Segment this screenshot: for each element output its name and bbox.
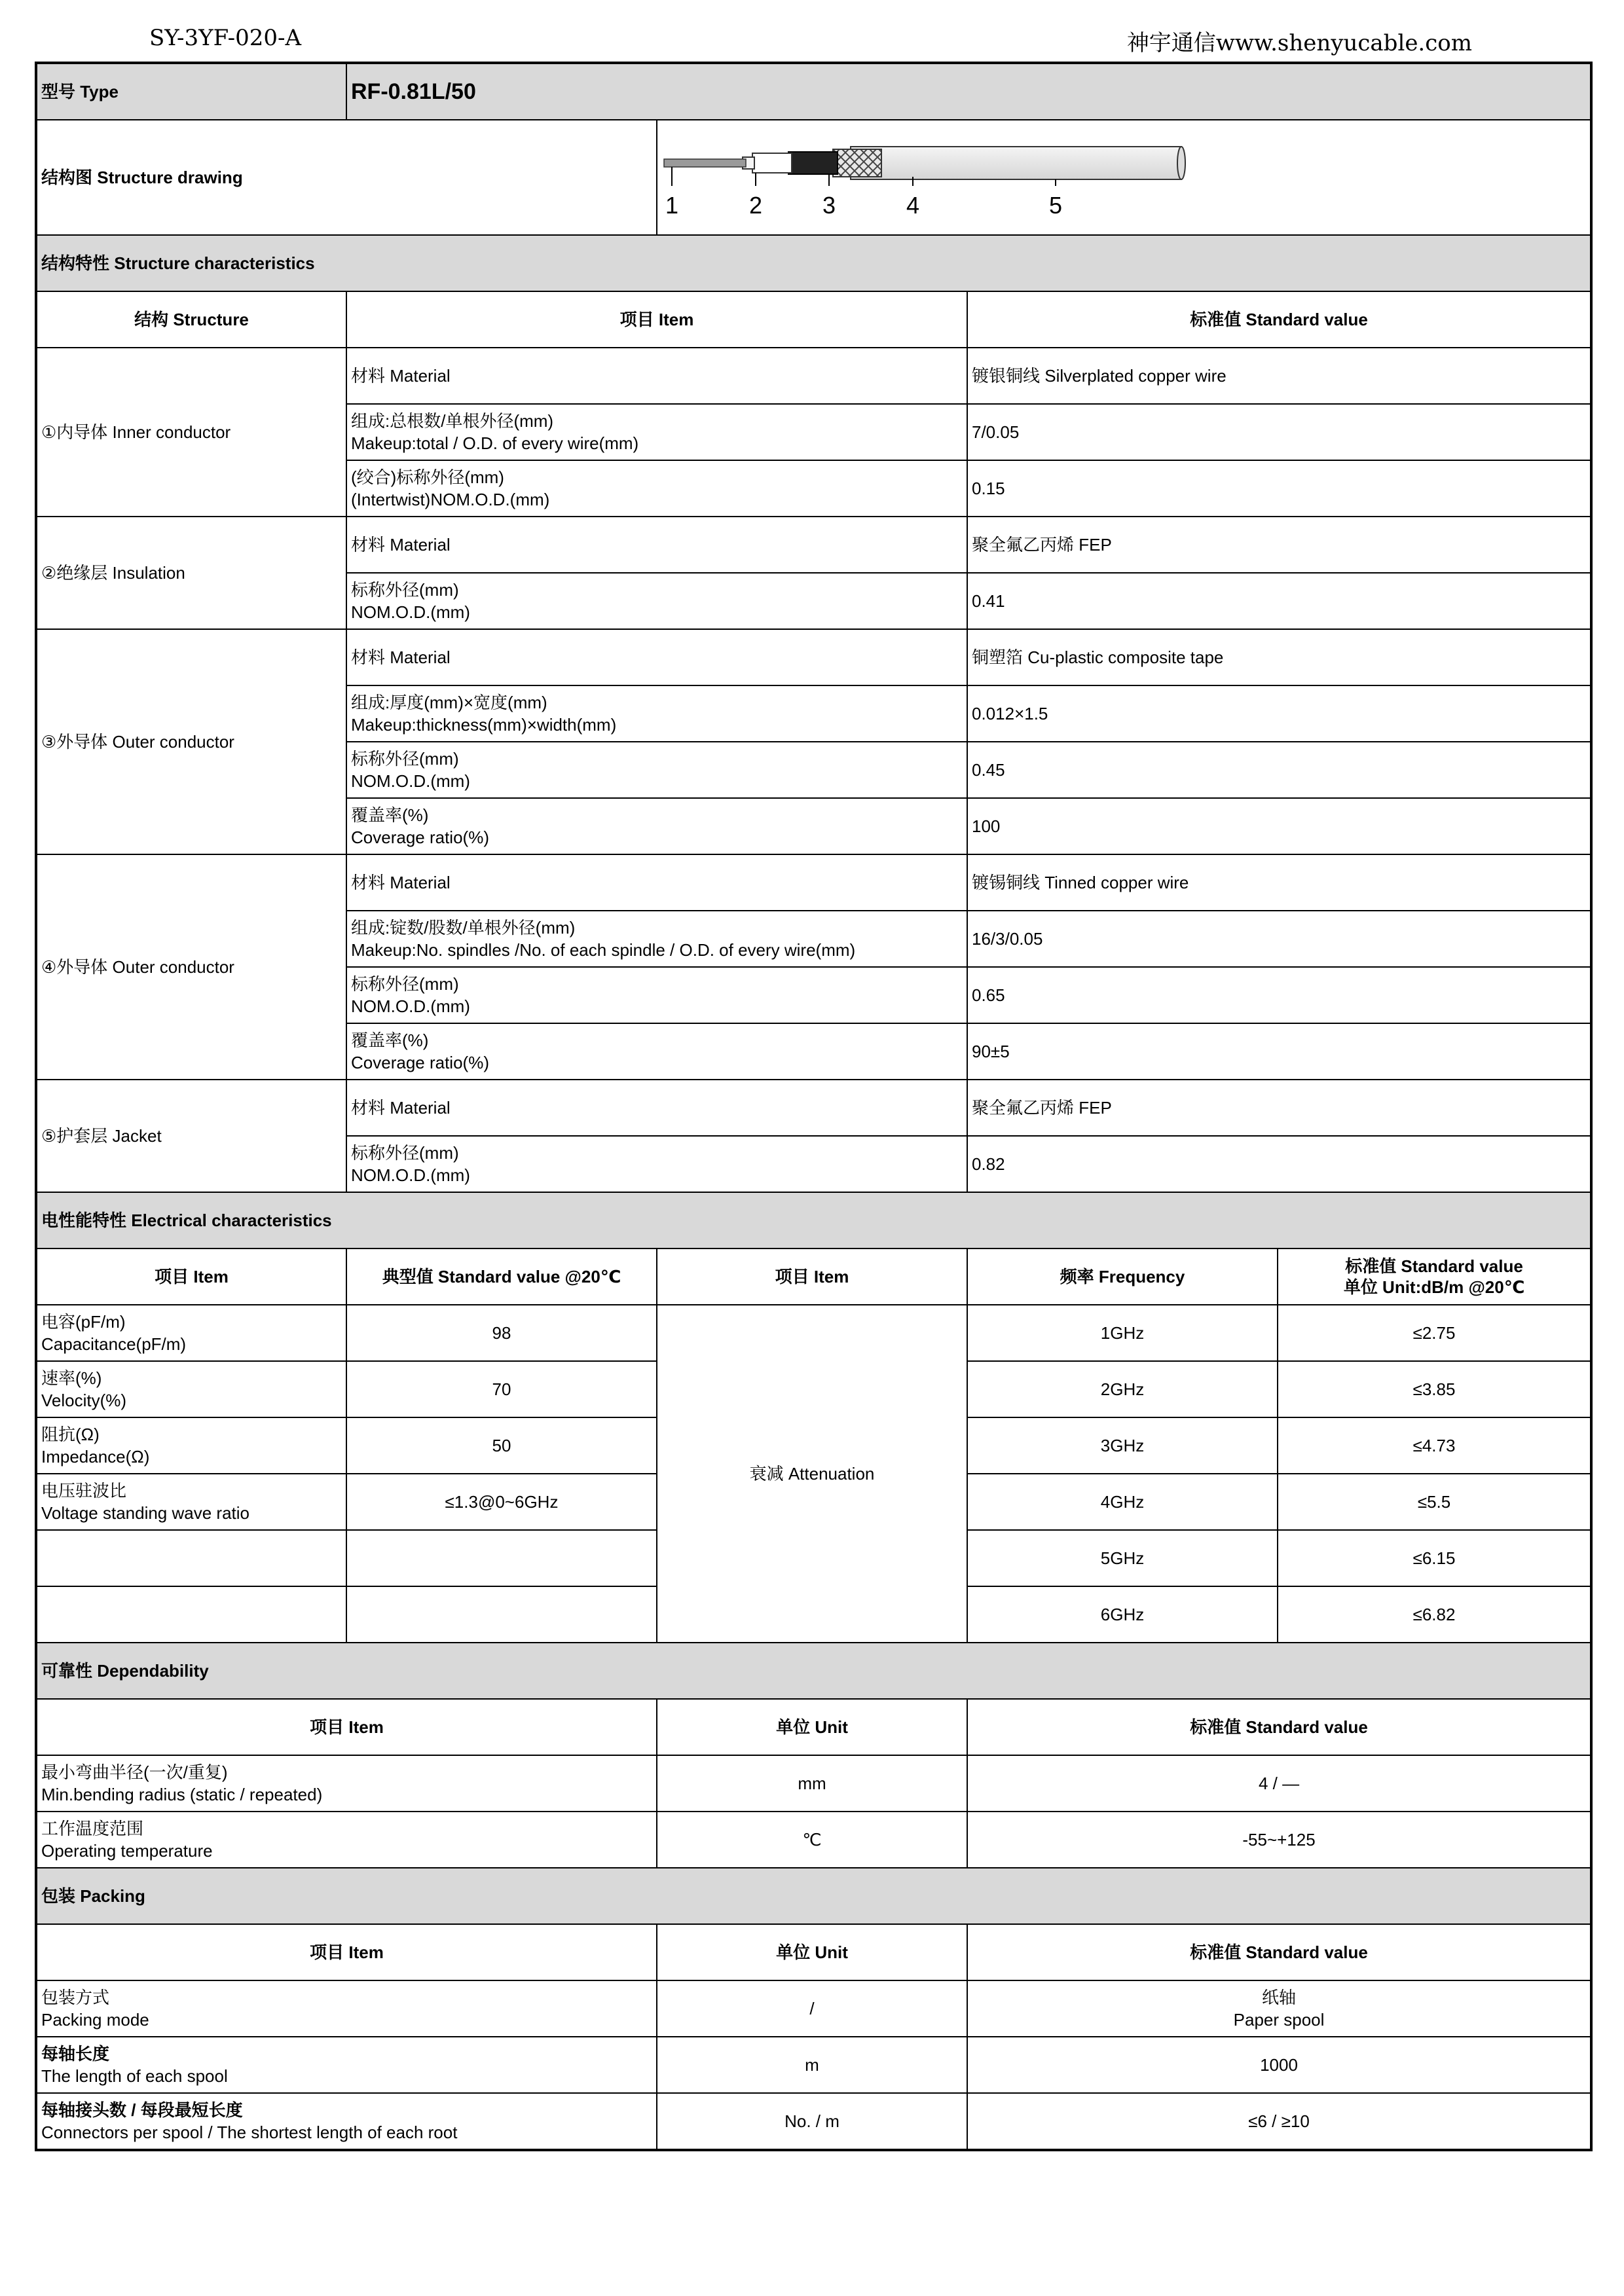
dependability-unit: ℃ [657, 1812, 967, 1868]
packing-value [967, 1980, 1591, 2037]
header-standard-value: 标准值 Standard value [967, 1699, 1591, 1755]
electrical-item [36, 1417, 346, 1474]
structure-value: 0.41 [967, 573, 1591, 629]
structure-item-line: 材料 Material [351, 535, 451, 555]
electrical-item [36, 1361, 346, 1417]
structure-row [36, 348, 1591, 404]
structure-value: 镀锡铜线 Tinned copper wire [967, 854, 1591, 911]
cable-layers [664, 147, 1185, 179]
electrical-item-line: 电压驻波比 [41, 1481, 127, 1501]
packing-section-heading: 包装 Packing [36, 1868, 1591, 1924]
structure-item-line: Makeup:thickness(mm)×width(mm) [351, 715, 617, 735]
structure-item-line: 标称外径(mm) [351, 580, 459, 600]
packing-value-line: ≤6 / ≥10 [1248, 2111, 1310, 2131]
structure-drawing-row [36, 120, 1591, 235]
structure-value: 聚全氟乙丙烯 FEP [967, 517, 1591, 573]
structure-item-line: NOM.O.D.(mm) [351, 996, 470, 1016]
packing-unit: No. / m [657, 2093, 967, 2150]
attenuation-value: ≤6.82 [1278, 1586, 1591, 1643]
structure-item [346, 629, 967, 685]
document-code: SY-3YF-020-A [149, 25, 302, 51]
structure-item [346, 798, 967, 854]
packing-value [967, 2037, 1591, 2093]
structure-item-line: Makeup:total / O.D. of every wire(mm) [351, 433, 639, 453]
dependability-row [36, 1812, 1591, 1868]
packing-item-line: 包装方式 [41, 1988, 110, 2007]
electrical-item-line: 阻抗(Ω) [41, 1425, 100, 1444]
packing-value [967, 2093, 1591, 2150]
structure-value: 镀银铜线 Silverplated copper wire [967, 348, 1591, 404]
structure-item-line: NOM.O.D.(mm) [351, 771, 470, 791]
structure-item [346, 573, 967, 629]
electrical-typical-value [346, 1530, 657, 1586]
header-item: 项目 Item [657, 1248, 967, 1305]
structure-value: 7/0.05 [967, 404, 1591, 460]
electrical-typical-value: 98 [346, 1305, 657, 1361]
packing-item-line: Connectors per spool / The shortest length of each root [41, 2123, 458, 2142]
structure-group-name: ②绝缘层 Insulation [36, 517, 346, 629]
cable-structure-drawing [657, 120, 1591, 234]
packing-item [36, 2093, 657, 2150]
type-value: RF-0.81L/50 [346, 63, 1591, 120]
structure-value: 0.012×1.5 [967, 685, 1591, 742]
header-item: 项目 Item [36, 1924, 657, 1980]
dependability-value: 4 / — [967, 1755, 1591, 1812]
header-item: 项目 Item [36, 1699, 657, 1755]
packing-unit: m [657, 2037, 967, 2093]
electrical-typical-value: 70 [346, 1361, 657, 1417]
structure-item [346, 967, 967, 1023]
structure-item-line: NOM.O.D.(mm) [351, 602, 470, 622]
structure-value: 0.65 [967, 967, 1591, 1023]
dependability-item-line: Operating temperature [41, 1841, 213, 1861]
packing-section-title [36, 1868, 1591, 1924]
attenuation-frequency: 3GHz [967, 1417, 1278, 1474]
structure-row [36, 854, 1591, 911]
braid-layer [833, 149, 881, 177]
header-typical-value: 典型值 Standard value @20℃ [346, 1248, 657, 1305]
structure-item-line: 材料 Material [351, 366, 451, 386]
dependability-unit: mm [657, 1755, 967, 1812]
company-website: 神宇通信www.shenyucable.com [1126, 30, 1472, 56]
header-structure: 结构 Structure [36, 291, 346, 348]
header-standard-value-unit [1278, 1248, 1591, 1305]
attenuation-label: 衰减 Attenuation [657, 1305, 967, 1643]
insulation-layer [752, 153, 792, 173]
packing-value-line: 1000 [1260, 2055, 1298, 2075]
foil-layer [788, 152, 838, 174]
structure-item-line: Coverage ratio(%) [351, 1053, 489, 1072]
structure-item [346, 1080, 967, 1136]
header-standard-value: 标准值 Standard value [967, 291, 1591, 348]
header-unit: 单位 Unit [657, 1699, 967, 1755]
dependability-item [36, 1755, 657, 1812]
structure-item [346, 517, 967, 573]
structure-item-line: (Intertwist)NOM.O.D.(mm) [351, 490, 550, 509]
electrical-item-line: 速率(%) [41, 1368, 102, 1388]
electrical-item [36, 1530, 346, 1586]
packing-item-line: The length of each spool [41, 2066, 228, 2086]
dependability-section-title [36, 1643, 1591, 1699]
electrical-item-line: 电容(pF/m) [41, 1312, 126, 1332]
jacket-layer [851, 147, 1181, 179]
dependability-item-line: Min.bending radius (static / repeated) [41, 1785, 323, 1804]
structure-value: 90±5 [967, 1023, 1591, 1080]
callout-number-1: 1 [665, 192, 679, 219]
packing-row [36, 2093, 1591, 2150]
structure-value: 100 [967, 798, 1591, 854]
dependability-item-line: 工作温度范围 [41, 1819, 144, 1838]
structure-item-line: 标称外径(mm) [351, 749, 459, 769]
type-label: 型号 Type [36, 63, 346, 120]
structure-item-line: 材料 Material [351, 1098, 451, 1118]
electrical-section-title [36, 1192, 1591, 1248]
electrical-item [36, 1305, 346, 1361]
structure-item-line: Coverage ratio(%) [351, 828, 489, 847]
structure-item-line: NOM.O.D.(mm) [351, 1165, 470, 1185]
dependability-row [36, 1755, 1591, 1812]
structure-item [346, 742, 967, 798]
structure-value: 16/3/0.05 [967, 911, 1591, 967]
electrical-row [36, 1305, 1591, 1361]
structure-item-line: 组成:总根数/单根外径(mm) [351, 411, 554, 431]
structure-section-title [36, 235, 1591, 291]
electrical-typical-value: ≤1.3@0~6GHz [346, 1474, 657, 1530]
packing-row [36, 1980, 1591, 2037]
structure-section-heading: 结构特性 Structure characteristics [36, 235, 1591, 291]
structure-item-line: 材料 Material [351, 647, 451, 667]
callout-number-2: 2 [748, 192, 763, 219]
electrical-typical-value [346, 1586, 657, 1643]
electrical-item-line: Impedance(Ω) [41, 1447, 150, 1467]
structure-item-line: 组成:锭数/股数/单根外径(mm) [351, 918, 576, 938]
structure-value: 聚全氟乙丙烯 FEP [967, 1080, 1591, 1136]
electrical-item-line: Velocity(%) [41, 1391, 127, 1410]
structure-group-name: ⑤护套层 Jacket [36, 1080, 346, 1192]
callout-number-5: 5 [1048, 192, 1063, 219]
structure-item [346, 348, 967, 404]
structure-item-line: 标称外径(mm) [351, 974, 459, 994]
electrical-item-line: Capacitance(pF/m) [41, 1334, 187, 1354]
structure-item-line: 覆盖率(%) [351, 1030, 429, 1050]
dependability-value: -55~+125 [967, 1812, 1591, 1868]
structure-item [346, 854, 967, 911]
structure-header-row [36, 291, 1591, 348]
attenuation-value: ≤3.85 [1278, 1361, 1591, 1417]
structure-item-line: 覆盖率(%) [351, 805, 429, 825]
packing-value-line: 纸轴 [1262, 1988, 1297, 2007]
structure-group-name: ③外导体 Outer conductor [36, 629, 346, 854]
packing-item [36, 2037, 657, 2093]
attenuation-value: ≤4.73 [1278, 1417, 1591, 1474]
packing-item-line: Packing mode [41, 2010, 149, 2030]
structure-value: 0.82 [967, 1136, 1591, 1192]
structure-value: 铜塑箔 Cu-plastic composite tape [967, 629, 1591, 685]
structure-item [346, 685, 967, 742]
structure-item-line: (绞合)标称外径(mm) [351, 467, 504, 487]
attenuation-value: ≤6.15 [1278, 1530, 1591, 1586]
electrical-item [36, 1474, 346, 1530]
datasheet-table [35, 62, 1593, 2151]
packing-header-row [36, 1924, 1591, 1980]
electrical-item [36, 1586, 346, 1643]
packing-item-line: 每轴长度 [41, 2044, 110, 2064]
dependability-item-line: 最小弯曲半径(一次/重复) [41, 1762, 228, 1782]
electrical-section-heading: 电性能特性 Electrical characteristics [36, 1192, 1591, 1248]
dependability-header-row [36, 1699, 1591, 1755]
attenuation-frequency: 1GHz [967, 1305, 1278, 1361]
structure-item-line: 组成:厚度(mm)×宽度(mm) [351, 693, 547, 712]
header-item: 项目 Item [346, 291, 967, 348]
structure-group-name: ①内导体 Inner conductor [36, 348, 346, 517]
structure-item [346, 404, 967, 460]
header-standard-value: 标准值 Standard value [967, 1924, 1591, 1980]
structure-row [36, 517, 1591, 573]
structure-item [346, 1136, 967, 1192]
attenuation-frequency: 5GHz [967, 1530, 1278, 1586]
callout-number-4: 4 [906, 192, 920, 219]
electrical-item-line: Voltage standing wave ratio [41, 1503, 249, 1523]
structure-item [346, 1023, 967, 1080]
packing-row [36, 2037, 1591, 2093]
attenuation-value: ≤2.75 [1278, 1305, 1591, 1361]
inner-conductor [664, 159, 746, 167]
packing-unit: / [657, 1980, 967, 2037]
attenuation-frequency: 4GHz [967, 1474, 1278, 1530]
structure-item-line: 材料 Material [351, 873, 451, 892]
structure-item [346, 460, 967, 517]
packing-value-line: Paper spool [1233, 2010, 1325, 2030]
header-standard-value-unit-line: 单位 Unit:dB/m @20℃ [1343, 1277, 1525, 1297]
structure-item [346, 911, 967, 967]
packing-item-line: 每轴接头数 / 每段最短长度 [41, 2100, 243, 2120]
structure-drawing-cell [657, 120, 1591, 235]
structure-group-name: ④外导体 Outer conductor [36, 854, 346, 1080]
header-standard-value-unit-line: 标准值 Standard value [1345, 1256, 1523, 1276]
attenuation-frequency: 2GHz [967, 1361, 1278, 1417]
structure-drawing-label: 结构图 Structure drawing [36, 120, 657, 235]
structure-item-line: Makeup:No. spindles /No. of each spindle / O.D. of every wire(mm) [351, 940, 856, 960]
header-unit: 单位 Unit [657, 1924, 967, 1980]
structure-value: 0.45 [967, 742, 1591, 798]
packing-item [36, 1980, 657, 2037]
structure-item-line: 标称外径(mm) [351, 1143, 459, 1163]
callout-number-3: 3 [822, 192, 836, 219]
dependability-section-heading: 可靠性 Dependability [36, 1643, 1591, 1699]
electrical-typical-value: 50 [346, 1417, 657, 1474]
structure-row [36, 1080, 1591, 1136]
type-row [36, 63, 1591, 120]
header-item: 项目 Item [36, 1248, 346, 1305]
structure-value: 0.15 [967, 460, 1591, 517]
attenuation-value: ≤5.5 [1278, 1474, 1591, 1530]
attenuation-frequency: 6GHz [967, 1586, 1278, 1643]
electrical-header-row [36, 1248, 1591, 1305]
header-frequency: 频率 Frequency [967, 1248, 1278, 1305]
dependability-item [36, 1812, 657, 1868]
structure-row [36, 629, 1591, 685]
